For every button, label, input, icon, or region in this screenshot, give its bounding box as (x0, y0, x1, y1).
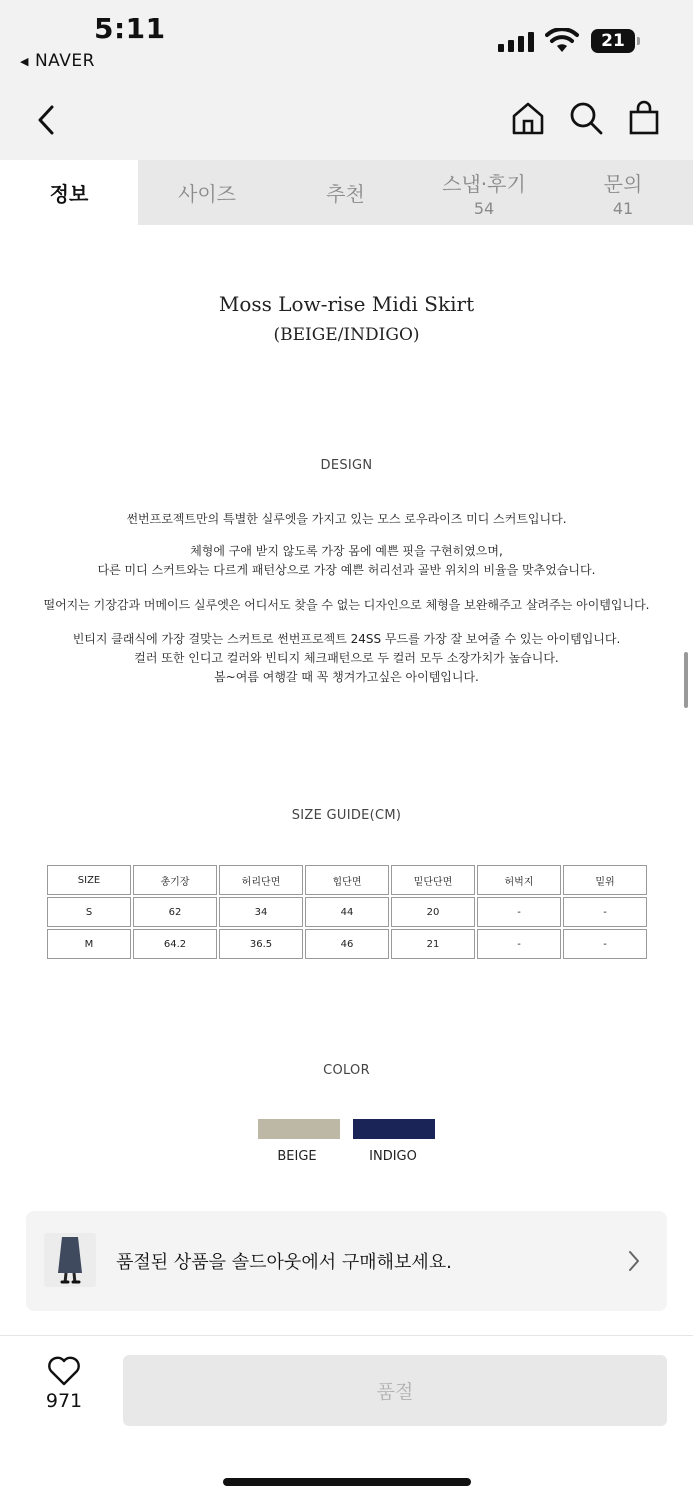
size-guide-heading: SIZE GUIDE(CM) (291, 808, 402, 823)
color-swatch-indigo (353, 1119, 435, 1139)
table-header-cell: 밑위 (563, 865, 647, 895)
product-title: Moss Low-rise Midi Skirt (218, 292, 475, 316)
tab-size[interactable] (138, 160, 276, 225)
product-detail-content (0, 225, 693, 1335)
table-cell: S (47, 897, 131, 927)
home-button[interactable] (508, 98, 548, 138)
table-cell: 36.5 (219, 929, 303, 959)
soldout-banner-text: 품절된 상품을 솔드아웃에서 구매해보세요. (116, 1252, 452, 1273)
status-time: 5:11 (94, 12, 166, 45)
product-thumbnail (44, 1233, 96, 1287)
skirt-thumbnail-image (44, 1233, 96, 1287)
tab-count: 41 (612, 198, 634, 218)
tab-count: 54 (473, 198, 495, 218)
back-triangle-icon: ◀ (20, 54, 29, 68)
cart-button[interactable] (624, 98, 664, 138)
table-cell: 34 (219, 897, 303, 927)
sold-out-button[interactable]: 품절 (123, 1355, 667, 1426)
like-button[interactable] (36, 1356, 92, 1420)
bag-icon (626, 100, 662, 136)
design-paragraph (0, 510, 693, 529)
design-line: 떨어지는 기장감과 머메이드 실루엣은 어디서도 찾을 수 없는 디자인으로 체형을 보완해주고 살려주는 아이템입니다. (43, 598, 650, 612)
table-cell: - (563, 897, 647, 927)
search-icon (568, 100, 604, 136)
nav-bar (0, 82, 693, 160)
scroll-indicator[interactable] (684, 652, 688, 708)
cellular-signal-icon (498, 30, 534, 52)
tab-label: 문의 (603, 171, 643, 196)
table-header-cell: 총기장 (133, 865, 217, 895)
product-tabs (0, 160, 693, 225)
color-label: INDIGO (369, 1149, 417, 1164)
design-paragraph (0, 596, 693, 615)
table-cell: M (47, 929, 131, 959)
design-heading: DESIGN (320, 458, 373, 473)
back-button[interactable] (28, 100, 64, 140)
heart-icon (47, 1356, 81, 1386)
back-icon (36, 104, 56, 136)
tab-label: 사이즈 (178, 182, 236, 206)
wifi-icon (545, 28, 579, 54)
back-to-app-link[interactable] (20, 51, 95, 71)
home-indicator[interactable] (223, 1478, 471, 1486)
table-cell: 44 (305, 897, 389, 927)
color-label: BEIGE (277, 1149, 317, 1164)
battery-cap (637, 37, 640, 45)
soldout-banner[interactable] (26, 1211, 667, 1311)
design-line: 썬번프로젝트만의 특별한 실루엣을 가지고 있는 모스 로우라이즈 미디 스커트입니다. (126, 512, 567, 526)
table-cell: 21 (391, 929, 475, 959)
chevron-right-icon (624, 1248, 644, 1274)
design-paragraph (0, 542, 693, 580)
tab-label: 정보 (49, 182, 89, 206)
table-cell: - (477, 897, 561, 927)
color-heading: COLOR (323, 1063, 370, 1078)
tab-snap-review[interactable] (415, 160, 553, 225)
design-line: 컬러 또한 인디고 컬러와 빈티지 체크패턴으로 두 컬러 모두 소장가치가 높습니다. (134, 651, 559, 665)
table-cell: 20 (391, 897, 475, 927)
table-row (47, 897, 647, 927)
search-button[interactable] (566, 98, 606, 138)
design-line: 빈티지 클래식에 가장 걸맞는 스커트로 썬번프로젝트 24SS 무드를 가장 잘 보여줄 수 있는 아이템입니다. (72, 632, 621, 646)
table-header-row (47, 865, 647, 895)
table-cell: - (563, 929, 647, 959)
table-header-cell: 허리단면 (219, 865, 303, 895)
design-line: 봄~여름 여행갈 때 꼭 챙겨가고싶은 아이템입니다. (214, 670, 479, 684)
tab-label: 스냅·후기 (442, 171, 526, 196)
tab-info[interactable] (0, 160, 138, 225)
table-row (47, 929, 647, 959)
table-cell: 46 (305, 929, 389, 959)
design-paragraph (0, 630, 693, 687)
table-header-cell: 힙단면 (305, 865, 389, 895)
tab-inquiry[interactable] (553, 160, 693, 225)
tab-label: 추천 (326, 182, 365, 206)
battery-level: 21 (601, 31, 625, 51)
home-icon (510, 100, 546, 136)
size-guide-table (45, 863, 649, 961)
battery-icon (591, 29, 635, 53)
status-bar (0, 0, 693, 82)
tab-recommend[interactable] (276, 160, 415, 225)
table-cell: - (477, 929, 561, 959)
back-app-label: NAVER (34, 51, 95, 71)
table-header-cell: 밑단단면 (391, 865, 475, 895)
table-header-cell: 허벅지 (477, 865, 561, 895)
bottom-action-bar (0, 1335, 693, 1500)
table-cell: 64.2 (133, 929, 217, 959)
product-subtitle: (BEIGE/INDIGO) (273, 325, 420, 345)
like-count: 971 (45, 1390, 83, 1412)
table-header-cell: SIZE (47, 865, 131, 895)
color-swatch-beige (258, 1119, 340, 1139)
design-line: 체형에 구애 받지 않도록 가장 몸에 예쁜 핏을 구현히였으며, (190, 544, 503, 558)
table-cell: 62 (133, 897, 217, 927)
design-line: 다른 미디 스커트와는 다르게 패턴상으로 가장 예쁜 허리선과 골반 위치의 비율을 맞추었습니다. (97, 563, 596, 577)
